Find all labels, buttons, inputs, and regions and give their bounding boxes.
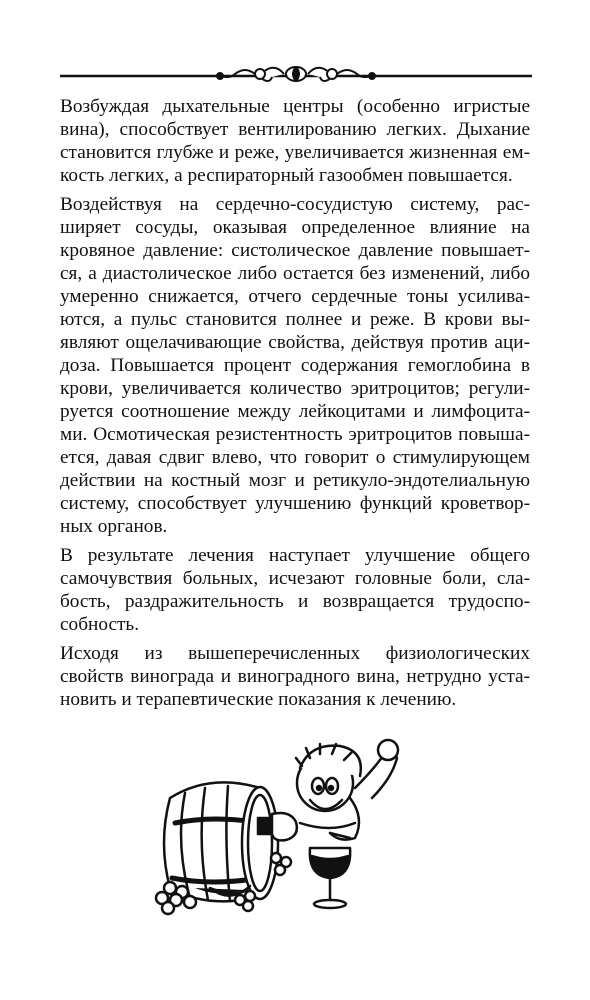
paragraph-4 [60, 642, 530, 711]
text-line: кость легких, а респираторный газообмен повышается. [60, 165, 513, 186]
text-line: ширяет сосуды, оказывая определенное влияние на [60, 217, 530, 238]
body-text [60, 95, 530, 717]
text-line: ется, давая сдвиг влево, что говорит о стимулирующем [60, 447, 530, 468]
text-line: доза. Повышается процент содержания гемоглобина в [60, 355, 530, 376]
paragraph-2 [60, 193, 530, 538]
text-line: ных органов. [60, 516, 168, 537]
text-line: ся, а диастолическое либо остается без изменений, либо [60, 263, 530, 284]
text-line: действии на костный мозг и ретикуло-эндотелиальную [60, 470, 530, 491]
text-line: вина), способствует вентилированию легких. Дыхание [60, 119, 530, 140]
text-line: крови, увеличивается количество эритроцитов; регули- [60, 378, 530, 399]
text-line: ми. Осмотическая резистентность эритроцитов повыша- [60, 424, 530, 445]
text-line: систему, способствует улучшению функций кроветвор- [60, 493, 530, 514]
text-line: бость, раздражительность и возвращается трудоспо- [60, 591, 530, 612]
text-line: ются, а пульс становится полнее и реже. В крови вы- [60, 309, 530, 330]
text-line: руется соотношение между лейкоцитами и лимфоцита- [60, 401, 530, 422]
text-line: являют ощелачивающие свойства, действуя против аци- [60, 332, 530, 353]
text-line: самочувствия больных, исчезают головные боли, сла- [60, 568, 530, 589]
text-line: новить и терапевтические показания к лечению. [60, 689, 457, 710]
text-line: свойств винограда и виноградного вина, нетрудно уста- [60, 666, 530, 687]
text-line: Исходя из вышеперечисленных физиологических [60, 643, 530, 664]
ornamental-divider-icon [60, 62, 532, 86]
text-line: Возбуждая дыхательные центры (особенно игристые [60, 96, 530, 117]
text-line: собность. [60, 614, 140, 635]
text-line: становится глубже и реже, увеличивается жизненная ем- [60, 142, 530, 163]
paragraph-1 [60, 95, 530, 187]
text-line: В результате лечения наступает улучшение общего [60, 545, 530, 566]
text-line: умеренно снижается, отчего сердечные тоны усилива- [60, 286, 530, 307]
paragraph-3 [60, 544, 530, 636]
text-line: кровяное давление: систолическое давление повышает- [60, 240, 530, 261]
text-line: Воздействуя на сердечно-сосудистую систему, рас- [60, 194, 530, 215]
cartoon-barrel-wine-glass-grapes-icon [150, 738, 450, 918]
